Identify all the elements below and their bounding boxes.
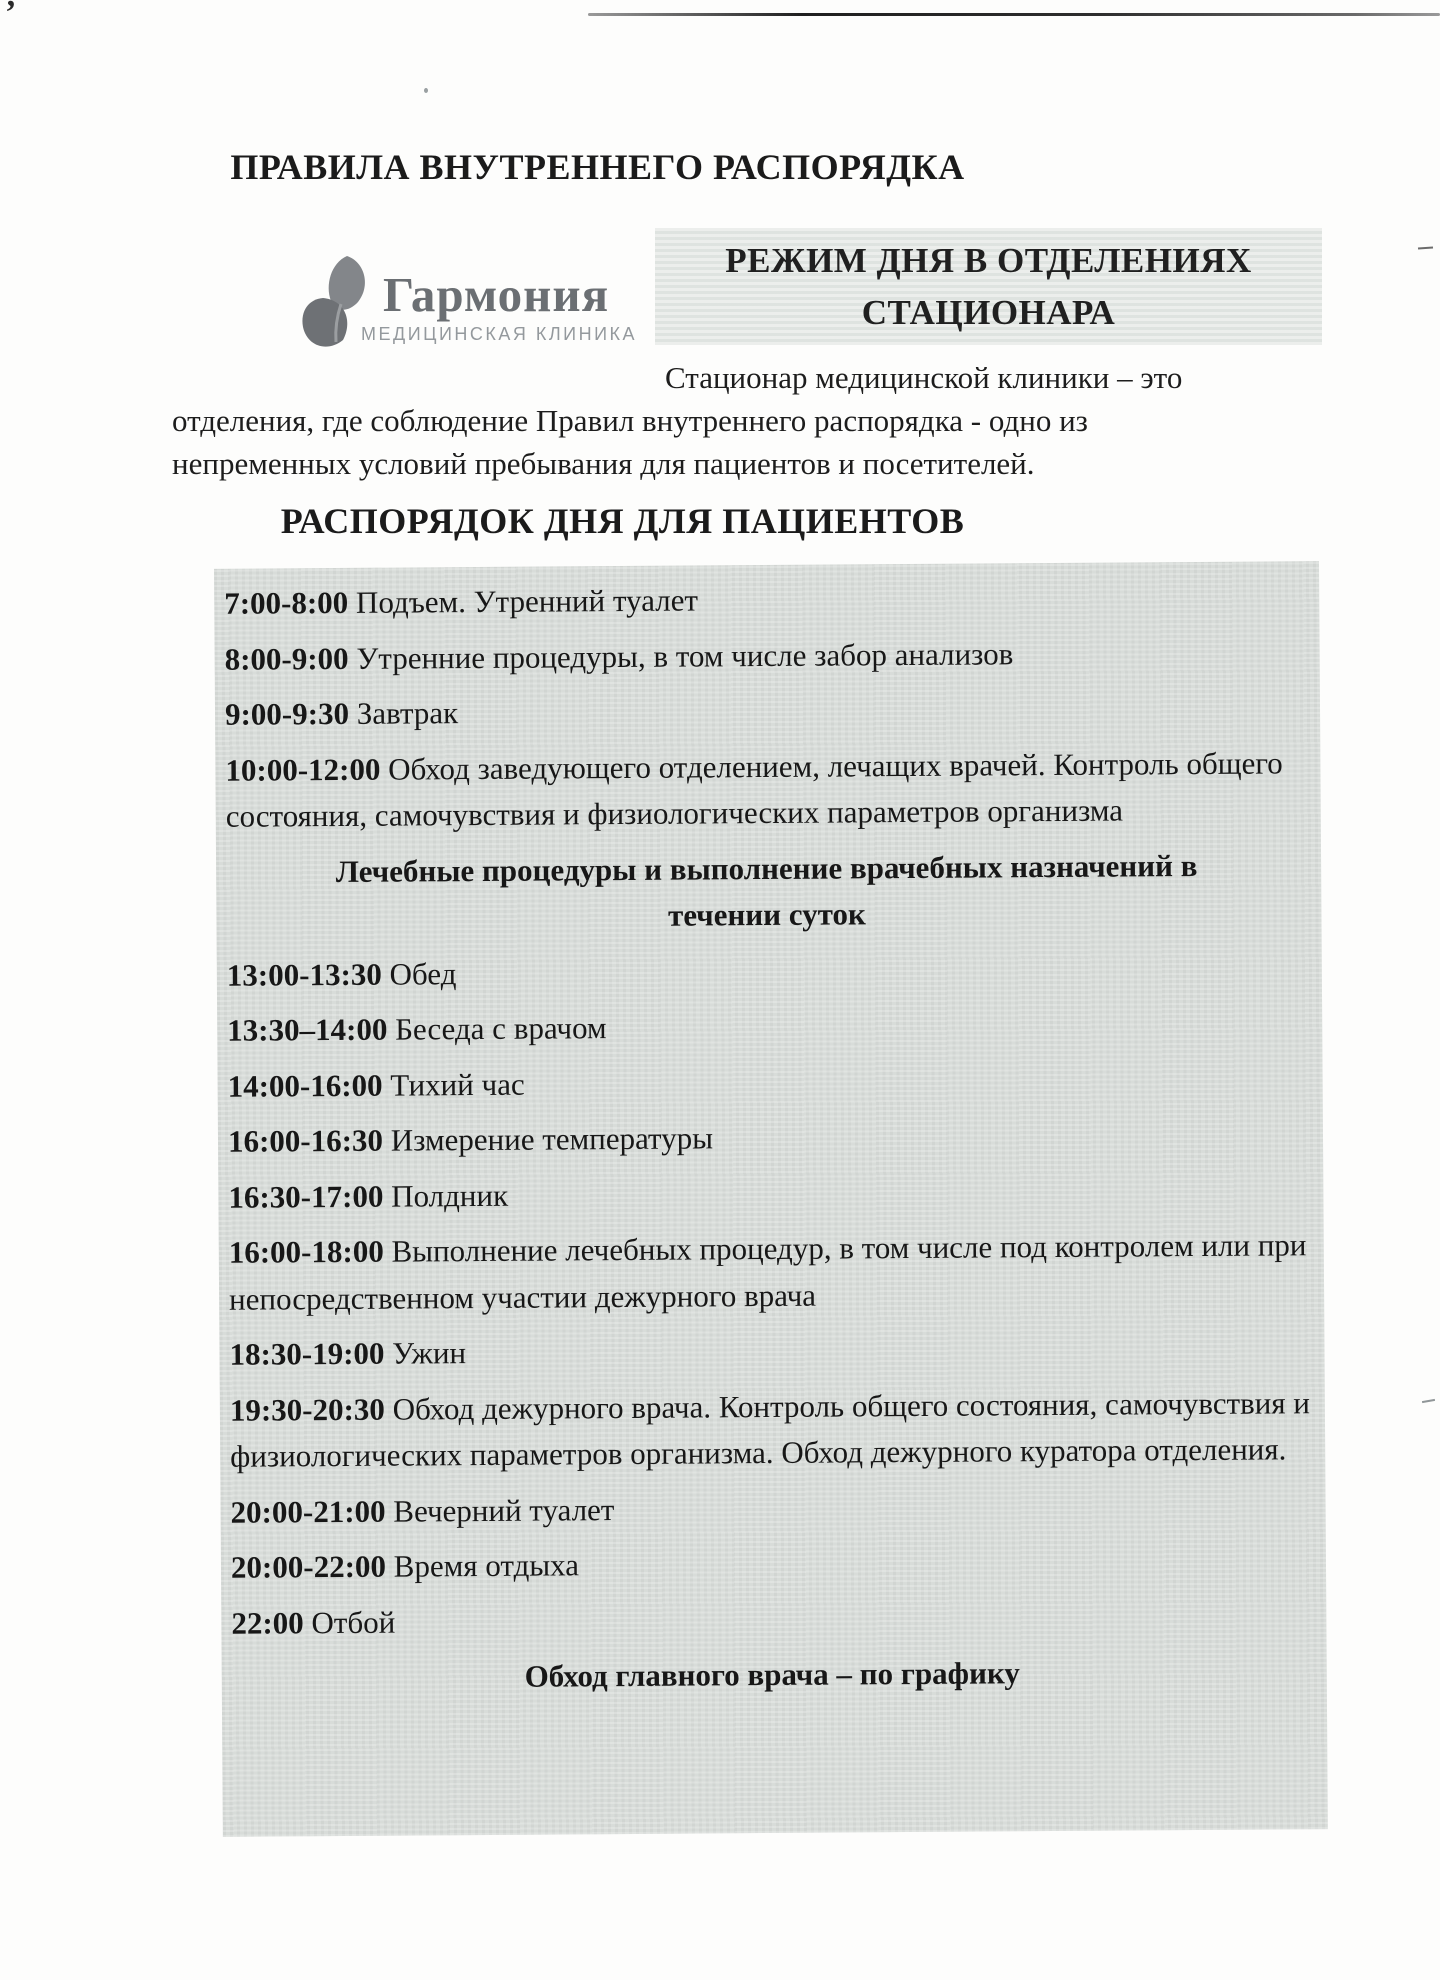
schedule-entry-text: Подъем. Утренний туалет xyxy=(355,582,699,620)
schedule-entry-text: Измерение температуры xyxy=(390,1120,714,1158)
schedule-entry-text: Утренние процедуры, в том числе забор анализов xyxy=(356,635,1014,676)
schedule-entry-text: Отбой xyxy=(311,1604,396,1640)
schedule-entry-time: 9:00-9:30 xyxy=(224,695,350,732)
schedule-mid-heading xyxy=(226,842,1308,943)
schedule-mid-heading-line1: Лечебные процедуры и выполнение врачебных назначений в xyxy=(335,847,1198,889)
scan-speck xyxy=(1418,246,1433,249)
schedule-entry xyxy=(225,684,1306,738)
document-title: ПРАВИЛА ВНУТРЕННЕГО РАСПОРЯДКА xyxy=(230,147,965,187)
intro-line: Стационар медицинской клиники – это xyxy=(665,360,1183,395)
scan-speck xyxy=(424,88,428,93)
section-header-line2: СТАЦИОНАРА xyxy=(861,292,1116,332)
schedule-entry-text: Обед xyxy=(389,955,457,992)
scan-edge-line xyxy=(588,13,1440,16)
schedule-entry xyxy=(227,1000,1308,1054)
schedule-entry-time: 20:00-22:00 xyxy=(230,1548,387,1585)
schedule-entry-time: 10:00-12:00 xyxy=(225,751,381,788)
schedule-mid-heading-line2: течении суток xyxy=(667,896,866,933)
schedule-entry xyxy=(224,573,1305,627)
schedule-entry xyxy=(229,1324,1310,1378)
schedule-heading: РАСПОРЯДОК ДНЯ ДЛЯ ПАЦИЕНТОВ xyxy=(280,501,965,541)
intro-line: непременных условий пребывания для пациентов и посетителей. xyxy=(172,446,1035,481)
schedule-entry-text: Обход дежурного врача. Контроль общего состояния, самочувствия и физиологических параметров организма. Обход дежурного куратора отделения. xyxy=(230,1384,1311,1474)
intro-line: отделения, где соблюдение Правил внутреннего распорядка - одно из xyxy=(172,403,1088,438)
schedule-entry-time: 7:00-8:00 xyxy=(224,584,349,621)
schedule-entry-text: Вечерний туалет xyxy=(393,1491,615,1529)
clinic-logo-name: Гармония xyxy=(383,267,610,322)
schedule-entry xyxy=(228,1111,1309,1165)
clinic-logo-tagline: МЕДИЦИНСКАЯ КЛИНИКА xyxy=(361,324,638,344)
schedule-entry-text: Время отдыха xyxy=(393,1547,580,1584)
schedule-entry-time: 20:00-21:00 xyxy=(230,1493,386,1530)
schedule-entry xyxy=(229,1222,1311,1323)
schedule-entry-text: Беседа с врачом xyxy=(395,1010,607,1047)
scan-corner-mark: ’ xyxy=(5,0,17,31)
schedule-entry-text: Обход заведующего отделением, лечащих врачей. Контроль общего состояния, самочувствия и физиологических параметров организма xyxy=(225,744,1283,834)
schedule-entry xyxy=(225,740,1307,841)
schedule-footer-note: Обход главного врача – по графику xyxy=(524,1655,1020,1694)
schedule-entry-time: 13:30–14:00 xyxy=(227,1011,388,1048)
schedule-entry-time: 14:00-16:00 xyxy=(227,1067,383,1104)
schedule-entry-text: Ужин xyxy=(392,1335,467,1371)
schedule-entry-text: Тихий час xyxy=(390,1066,525,1103)
schedule-entry-time: 13:00-13:30 xyxy=(226,956,382,993)
section-header-line1: РЕЖИМ ДНЯ В ОТДЕЛЕНИЯХ xyxy=(725,240,1252,280)
section-header-box xyxy=(655,228,1322,345)
scan-speck xyxy=(1422,1399,1435,1403)
schedule-entry xyxy=(227,1056,1308,1110)
schedule-entry-text: Завтрак xyxy=(356,695,459,731)
schedule-entry-time: 16:00-18:00 xyxy=(228,1233,384,1270)
schedule-box xyxy=(214,561,1328,1837)
schedule-entry-time: 8:00-9:00 xyxy=(224,640,349,677)
schedule-entry xyxy=(227,945,1308,999)
schedule-entry-time: 16:00-16:30 xyxy=(227,1122,384,1159)
leaf-icon xyxy=(295,254,383,363)
clinic-logo xyxy=(295,248,695,368)
schedule-entry xyxy=(230,1482,1311,1536)
schedule-entry-time: 16:30-17:00 xyxy=(228,1178,384,1215)
schedule-entry-time: 19:30-20:30 xyxy=(229,1391,385,1428)
schedule-entry-time: 22:00 xyxy=(231,1604,304,1641)
schedule-entry-time: 18:30-19:00 xyxy=(229,1335,385,1372)
schedule-entry xyxy=(228,1167,1309,1221)
schedule-entry xyxy=(231,1537,1312,1591)
schedule-entry-text: Полдник xyxy=(391,1177,509,1214)
schedule-entry-text: Выполнение лечебных процедур, в том числе под контролем или при непосредственном участии дежурного врача xyxy=(228,1227,1307,1317)
schedule-entry xyxy=(230,1380,1312,1481)
schedule-entry xyxy=(231,1593,1312,1647)
schedule-entry xyxy=(224,629,1305,683)
